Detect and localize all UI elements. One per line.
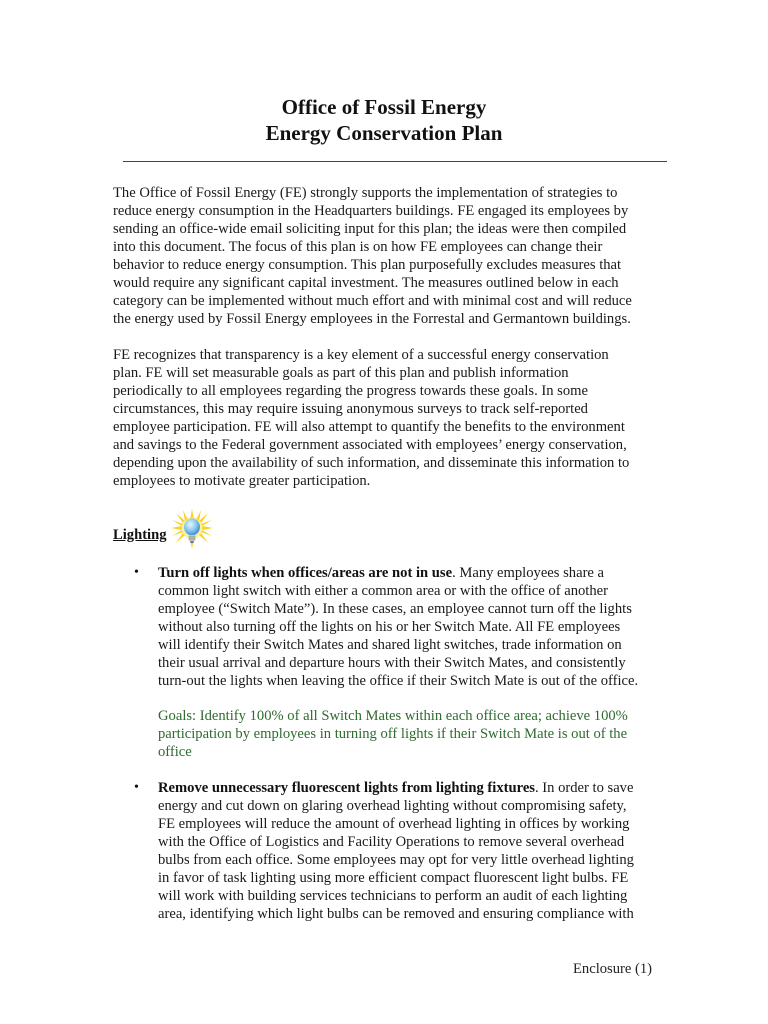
section-heading-lighting: Lighting — [113, 527, 167, 543]
text-line: will identify their Switch Mates and shared light switches, trade information on — [158, 637, 622, 653]
lighting-item-turn-off-lights — [158, 564, 670, 690]
transparency-paragraph — [113, 346, 669, 490]
bullet-marker: • — [134, 780, 139, 795]
text-line: energy and cut down on glaring overhead lighting without compromising safety, — [158, 798, 627, 814]
item-lead: Turn off lights when offices/areas are not in use — [158, 565, 453, 581]
text-line: the energy used by Fossil Energy employees in the Forrestal and Germantown buildings. — [113, 311, 631, 327]
text-line: in favor of task lighting using more efficient compact fluorescent light bulbs. FE — [158, 870, 629, 886]
text-line: FE employees will reduce the amount of overhead lighting in offices by working — [158, 816, 630, 832]
text-line: depending upon the availability of such information, and disseminate this information to — [113, 455, 630, 471]
text-line: office — [158, 744, 192, 760]
text-line: would require any significant capital investment. The measures outlined below in each — [113, 275, 619, 291]
goals-text — [158, 707, 670, 761]
text-line: reduce energy consumption in the Headquarters buildings. FE engaged its employees by — [113, 203, 629, 219]
text-line: with the Office of Logistics and Facility Operations to remove several overhead — [158, 834, 625, 850]
bullet-marker: • — [134, 565, 139, 580]
text-line: turn-out the lights when leaving the office if their Switch Mate is out of the office. — [158, 673, 639, 689]
page-footer: Enclosure (1) — [573, 961, 653, 977]
text-line: into this document. The focus of this plan is on how FE employees can change their — [113, 239, 603, 255]
text-line: common light switch with either a common area or with the office of another — [158, 583, 608, 599]
text-line: employee (“Switch Mate”). In these cases, an employee cannot turn off the lights — [158, 601, 632, 617]
page-title-line-1: Office of Fossil Energy — [281, 95, 487, 119]
text-line: bulbs from each office. Some employees may opt for very little overhead lighting — [158, 852, 634, 868]
item-lead: Remove unnecessary fluorescent lights from lighting fixtures — [158, 780, 535, 796]
text-line: periodically to all employees regarding the progress towards these goals. In some — [113, 383, 588, 399]
text-line: The Office of Fossil Energy (FE) strongly supports the implementation of strategies to — [113, 185, 618, 201]
lighting-item-remove-fluorescent — [158, 779, 670, 923]
text-line: employees to motivate greater participation. — [113, 473, 371, 489]
text-line: and savings to the Federal government associated with employees’ energy conservation, — [113, 437, 627, 453]
item-text: . In order to save — [534, 780, 634, 796]
text-line: participation by employees in turning off lights if their Switch Mate is out of the — [158, 726, 628, 742]
text-line: category can be implemented without much effort and with minimal cost and will reduce — [113, 293, 632, 309]
text-line: sending an office-wide email soliciting input for this plan; the ideas were then compiled — [113, 221, 627, 237]
text-line: circumstances, this may require issuing anonymous surveys to track self-reported — [113, 401, 588, 417]
text-line: FE recognizes that transparency is a key element of a successful energy conservation — [113, 347, 609, 363]
text-line: employee participation. FE will also attempt to quantify the benefits to the environment — [113, 419, 625, 435]
intro-paragraph — [113, 184, 669, 328]
text-line: their usual arrival and departure hours with their Switch Mates, and consistently — [158, 655, 626, 671]
item-text: . Many employees share a — [452, 565, 605, 581]
text-line: plan. FE will set measurable goals as part of this plan and publish information — [113, 365, 569, 381]
title-divider — [123, 161, 667, 162]
page-title-line-2: Energy Conservation Plan — [265, 121, 503, 145]
text-line: will work with building services technicians to perform an audit of each lighting — [158, 888, 628, 904]
text-line: Goals: Identify 100% of all Switch Mates within each office area; achieve 100% — [158, 708, 628, 724]
lightbulb-icon — [170, 508, 214, 552]
text-line: without also turning off the lights on his or her Switch Mate. All FE employees — [158, 619, 621, 635]
text-line: behavior to reduce energy consumption. This plan purposefully excludes measures that — [113, 257, 622, 273]
text-line: area, identifying which light bulbs can be removed and ensuring compliance with — [158, 906, 634, 922]
